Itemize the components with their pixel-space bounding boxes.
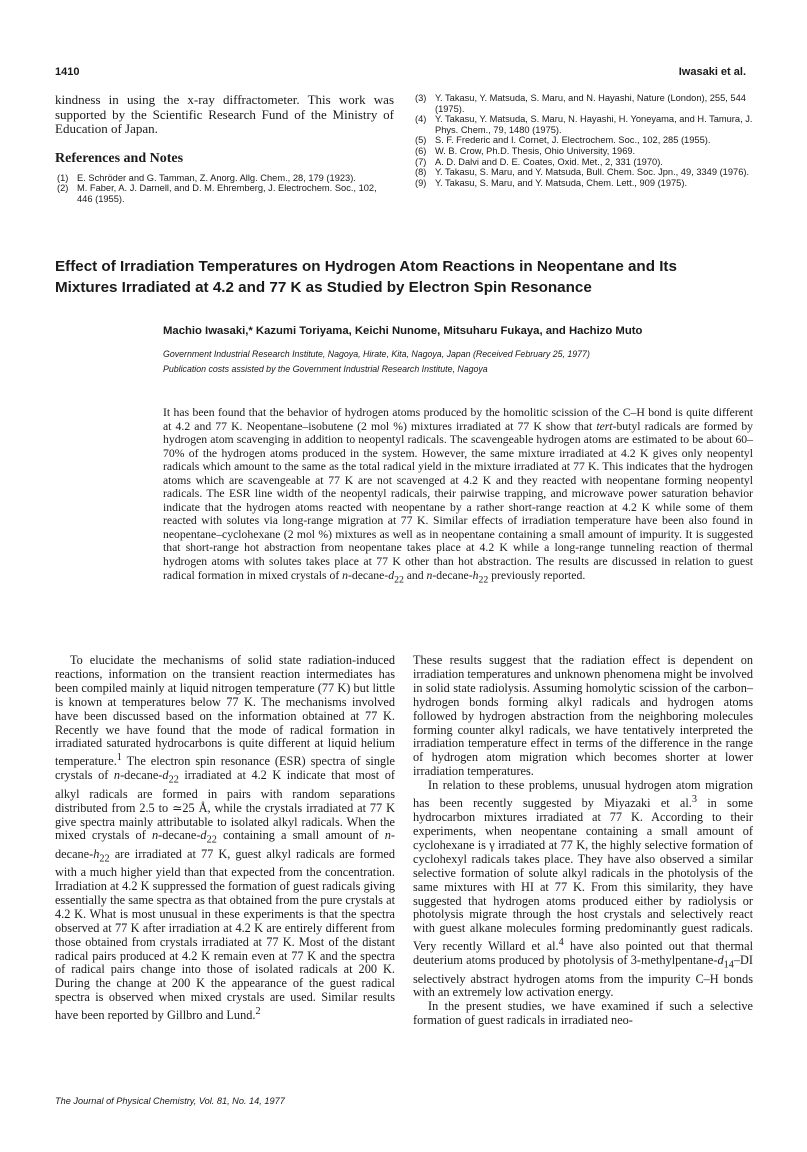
- affiliation-block: [163, 347, 590, 377]
- abstract-text: -butyl radicals are formed by hydrogen atom scavenging in addition to neopentyl radicals. The scavengeable hydrogen atoms are estimated to be about 60–70% of the hydrogen atoms produced in the system. However, the same mixture irradiated at 4.2 K gives only neopentyl radicals which amount to the same as the total radical yield in the mixture irradiated at 77 K. This indicates that the hydrogen atoms which are scavengeable at 77 K are not scavenged at 4.2 K and they reacted with neopentane forming neopentyl radicals. The ESR line width of the neopentyl radicals, their pairwise trapping, and microwave power saturation behavior indicate that the hydrogen atoms reacted with neopentane by a rather short-range reaction at 4.2 K while some of them reacted with solutes via long-range migration at 77 K. Similar effects of irradiation temperature have been also found in neopentane–cyclohexane (2 mol %) mixtures as well as in neopentane containing a small amount of impurity. It is suggested that short-range hot abstraction from neopentane takes place at 4.2 K while a long-range tunneling reaction of thermal hydrogen atoms with solutes takes place at 77 K other than hot abstraction. The results are discussed in relation to guest radical formation in mixed crystals of: [163, 419, 754, 582]
- reference-text: A. D. Dalvi and D. E. Coates, Oxid. Met., 2, 331 (1970).: [435, 156, 663, 167]
- article-title-line: Mixtures Irradiated at 4.2 and 77 K as Studied by Electron Spin Resonance: [55, 279, 592, 296]
- body-subscript: 22: [206, 834, 217, 846]
- reference-item: [413, 167, 753, 178]
- body-subscript: 22: [168, 774, 179, 786]
- reference-text: Y. Takasu, S. Maru, and Y. Matsuda, Chem. Lett., 909 (1975).: [435, 177, 688, 188]
- body-subscript: 22: [99, 853, 110, 865]
- running-head: Iwasaki et al.: [678, 66, 746, 78]
- publication-costs-note: Publication costs assisted by the Government Industrial Research Institute, Nagoya: [163, 364, 488, 374]
- body-italic: h: [93, 846, 100, 861]
- body-subscript: 14: [723, 959, 734, 971]
- abstract-text: -decane-: [432, 568, 473, 582]
- body-italic: d: [200, 828, 207, 843]
- body-text: are irradiated at 77 K, guest alkyl radicals are formed with a much higher yield than that expected from the concentration. Irradiation at 4.2 K suppressed the formation of guest radicals giving essentially the same spectra as that obtained from the pure crystals at 4.2 K. What is most unusual in these experiments is that the spectra observed at 77 K after irradiation at 4.2 K are entirely different from those obtained from crystals irradiated at 77 K. Most of the distant radical pairs produced at 4.2 K remain even at 77 K and the spectra of radical pairs change into those of isolated radicals at 200 K. During the change at 200 K the appearance of the guest radical spectra is observed when mixed crystals are used. Similar results have been reported by Gillbro and Lund.: [55, 846, 395, 1023]
- prev-article-continuation: kindness in using the x-ray diffractometer. This work was supported by the Scientific Research Fund of the Ministry of Education of Japan.: [55, 92, 394, 136]
- abstract-italic: n: [426, 568, 433, 582]
- reference-item: [55, 183, 394, 204]
- body-text: –DI selectively abstract hydrogen atoms from the impurity C–H bonds with an extremely low activation energy.: [413, 953, 753, 1000]
- body-text: -decane-: [120, 768, 163, 783]
- reference-number: (5): [415, 135, 427, 146]
- reference-number: (4): [415, 114, 427, 125]
- abstract-italic: d: [388, 568, 395, 582]
- body-text: -decane-: [158, 828, 201, 843]
- citation-superscript: 2: [255, 1006, 261, 1018]
- reference-item: [413, 157, 753, 168]
- reference-item: [413, 114, 753, 135]
- body-left-column: [55, 654, 395, 1023]
- abstract-italic: n: [342, 568, 348, 582]
- body-text: containing a small amount of: [216, 828, 385, 843]
- body-text: have also pointed out that thermal deuterium atoms produced by photolysis of 3-methylpentane-: [413, 939, 753, 968]
- affiliation: Government Industrial Research Institute, Nagoya, Hirate, Kita, Nagoya, Japan (Received February 25, 1977): [163, 349, 590, 359]
- reference-number: (8): [415, 167, 427, 178]
- abstract-text: -decane-: [348, 568, 389, 582]
- reference-item: [413, 135, 753, 146]
- prev-article-left-column: [55, 93, 394, 204]
- references-heading: References and Notes: [55, 150, 184, 166]
- body-paragraph: [413, 779, 753, 1000]
- reference-item: [413, 178, 753, 189]
- body-paragraph: In the present studies, we have examined if such a selective formation of guest radicals in irradiated neo-: [413, 999, 753, 1028]
- body-text: To elucidate the mechanisms of solid state radiation-induced reactions, information on the transient reaction intermediates has been compiled mainly at liquid nitrogen temperature (77 K) but little is known at temperatures below 77 K. The mechanisms involved have been discussed based on the information obtained at 77 K. Recently we have found that the mode of radical formation in irradiated saturated hydrocarbons is quite different at liquid helium temperature.: [55, 653, 395, 769]
- reference-text: W. B. Crow, Ph.D. Thesis, Ohio University, 1969.: [435, 145, 636, 156]
- body-text: The electron spin resonance (ESR) spectra of single crystals of: [55, 754, 395, 783]
- abstract-italic: h: [472, 568, 479, 582]
- citation-superscript: 3: [691, 794, 698, 806]
- citation-superscript: 1: [116, 752, 122, 764]
- reference-text: E. Schröder and G. Tamman, Z. Anorg. Allg. Chem., 28, 179 (1923).: [77, 172, 356, 183]
- reference-text: Y. Takasu, S. Maru, and Y. Matsuda, Bull. Chem. Soc. Jpn., 49, 3349 (1976).: [435, 167, 750, 178]
- body-italic: n: [384, 828, 391, 843]
- abstract-text: It has been found that the behavior of hydrogen atoms produced by the homolitic scission of the C–H bond is quite different at 4.2 and 77 K. Neopentane–isobutene (2 mol %) mixtures irradiated at 77 K show that: [163, 406, 753, 433]
- body-italic: n: [151, 828, 159, 843]
- reference-number: (9): [415, 177, 427, 188]
- body-right-column: [413, 654, 753, 1028]
- reference-item: [55, 173, 394, 184]
- reference-number: (1): [57, 172, 69, 183]
- reference-text: Y. Takasu, Y. Matsuda, S. Maru, N. Hayashi, H. Yoneyama, and H. Tamura, J. Phys. Chem., 79, 1480 (1975).: [435, 114, 753, 135]
- article-title: [55, 256, 755, 298]
- body-text: in some hydrocarbon mixtures irradiated at 77 K. According to their experiments, when neopentane containing a small amount of cyclohexane is γ irradiated at 77 K, the highly selective formation of cyclohexyl radicals takes place. They have also observed a similar selective formation of solute alkyl radicals in the photolysis of the same mixtures with HI at 77 K. From this similarity, they have suggested that hydrogen atoms produced either by radiolysis or photolysis migrate through the host crystals and selectively react with guest alkane molecules forming predominantly guest radicals. Very recently Willard et al.: [413, 796, 754, 954]
- abstract-italic: tert: [596, 419, 613, 433]
- body-paragraph: These results suggest that the radiation effect is dependent on irradiation temperatures and unknown phenomena might be involved in solid state radiolysis. Assuming homolytic scission of the carbon–hydrogen bonds forming alkyl radicals and hydrogen atoms followed by hydrogen abstraction from the neighboring molecules forming counter alkyl radicals, we have tentatively interpreted the irradiation temperature effect in terms of the difference in the range of hydrogen atom migration which becomes shorter at lower irradiation temperatures.: [413, 653, 753, 779]
- abstract-text: previously reported.: [488, 568, 586, 582]
- abstract: [163, 406, 753, 586]
- body-italic: n: [113, 768, 121, 783]
- body-italic: d: [717, 953, 724, 968]
- article-authors: Machio Iwasaki,* Kazumi Toriyama, Keichi Nunome, Mitsuharu Fukaya, and Hachizo Muto: [163, 325, 643, 337]
- article-title-line: Effect of Irradiation Temperatures on Hydrogen Atom Reactions in Neopentane and Its: [55, 258, 677, 275]
- reference-item: [413, 93, 753, 114]
- reference-number: (7): [415, 156, 427, 167]
- reference-item: [413, 146, 753, 157]
- reference-text: S. F. Frederic and I. Cornet, J. Electrochem. Soc., 102, 285 (1955).: [435, 135, 711, 146]
- body-text: -decane-: [55, 828, 395, 861]
- body-text: In relation to these problems, unusual hydrogen atom migration has been recently suggested by Miyazaki et al.: [413, 778, 753, 811]
- reference-text: Y. Takasu, Y. Matsuda, S. Maru, and N. Hayashi, Nature (London), 255, 544 (1975).: [435, 93, 746, 114]
- citation-superscript: 4: [558, 937, 564, 949]
- page-number: 1410: [55, 66, 80, 78]
- abstract-text: and: [403, 568, 427, 582]
- prev-article-right-column: [413, 93, 753, 188]
- body-italic: d: [162, 768, 169, 783]
- body-paragraph: [55, 654, 395, 1023]
- reference-text: M. Faber, A. J. Darnell, and D. M. Ehremberg, J. Electrochem. Soc., 102, 446 (1955).: [77, 183, 377, 204]
- journal-footer: The Journal of Physical Chemistry, Vol. 81, No. 14, 1977: [55, 1096, 285, 1106]
- reference-number: (3): [415, 93, 427, 103]
- reference-number: (2): [57, 183, 69, 194]
- abstract-subscript: 22: [478, 573, 489, 585]
- reference-number: (6): [415, 145, 427, 156]
- body-text: irradiated at 4.2 K indicate that most of alkyl radicals are formed in pairs with random separations distributed from 2.5 to ≃25 Å, while the crystals irradiated at 77 K give spectra mainly attributable to isolated alkyl radicals. When the mixed crystals of: [55, 768, 395, 843]
- abstract-subscript: 22: [394, 573, 404, 585]
